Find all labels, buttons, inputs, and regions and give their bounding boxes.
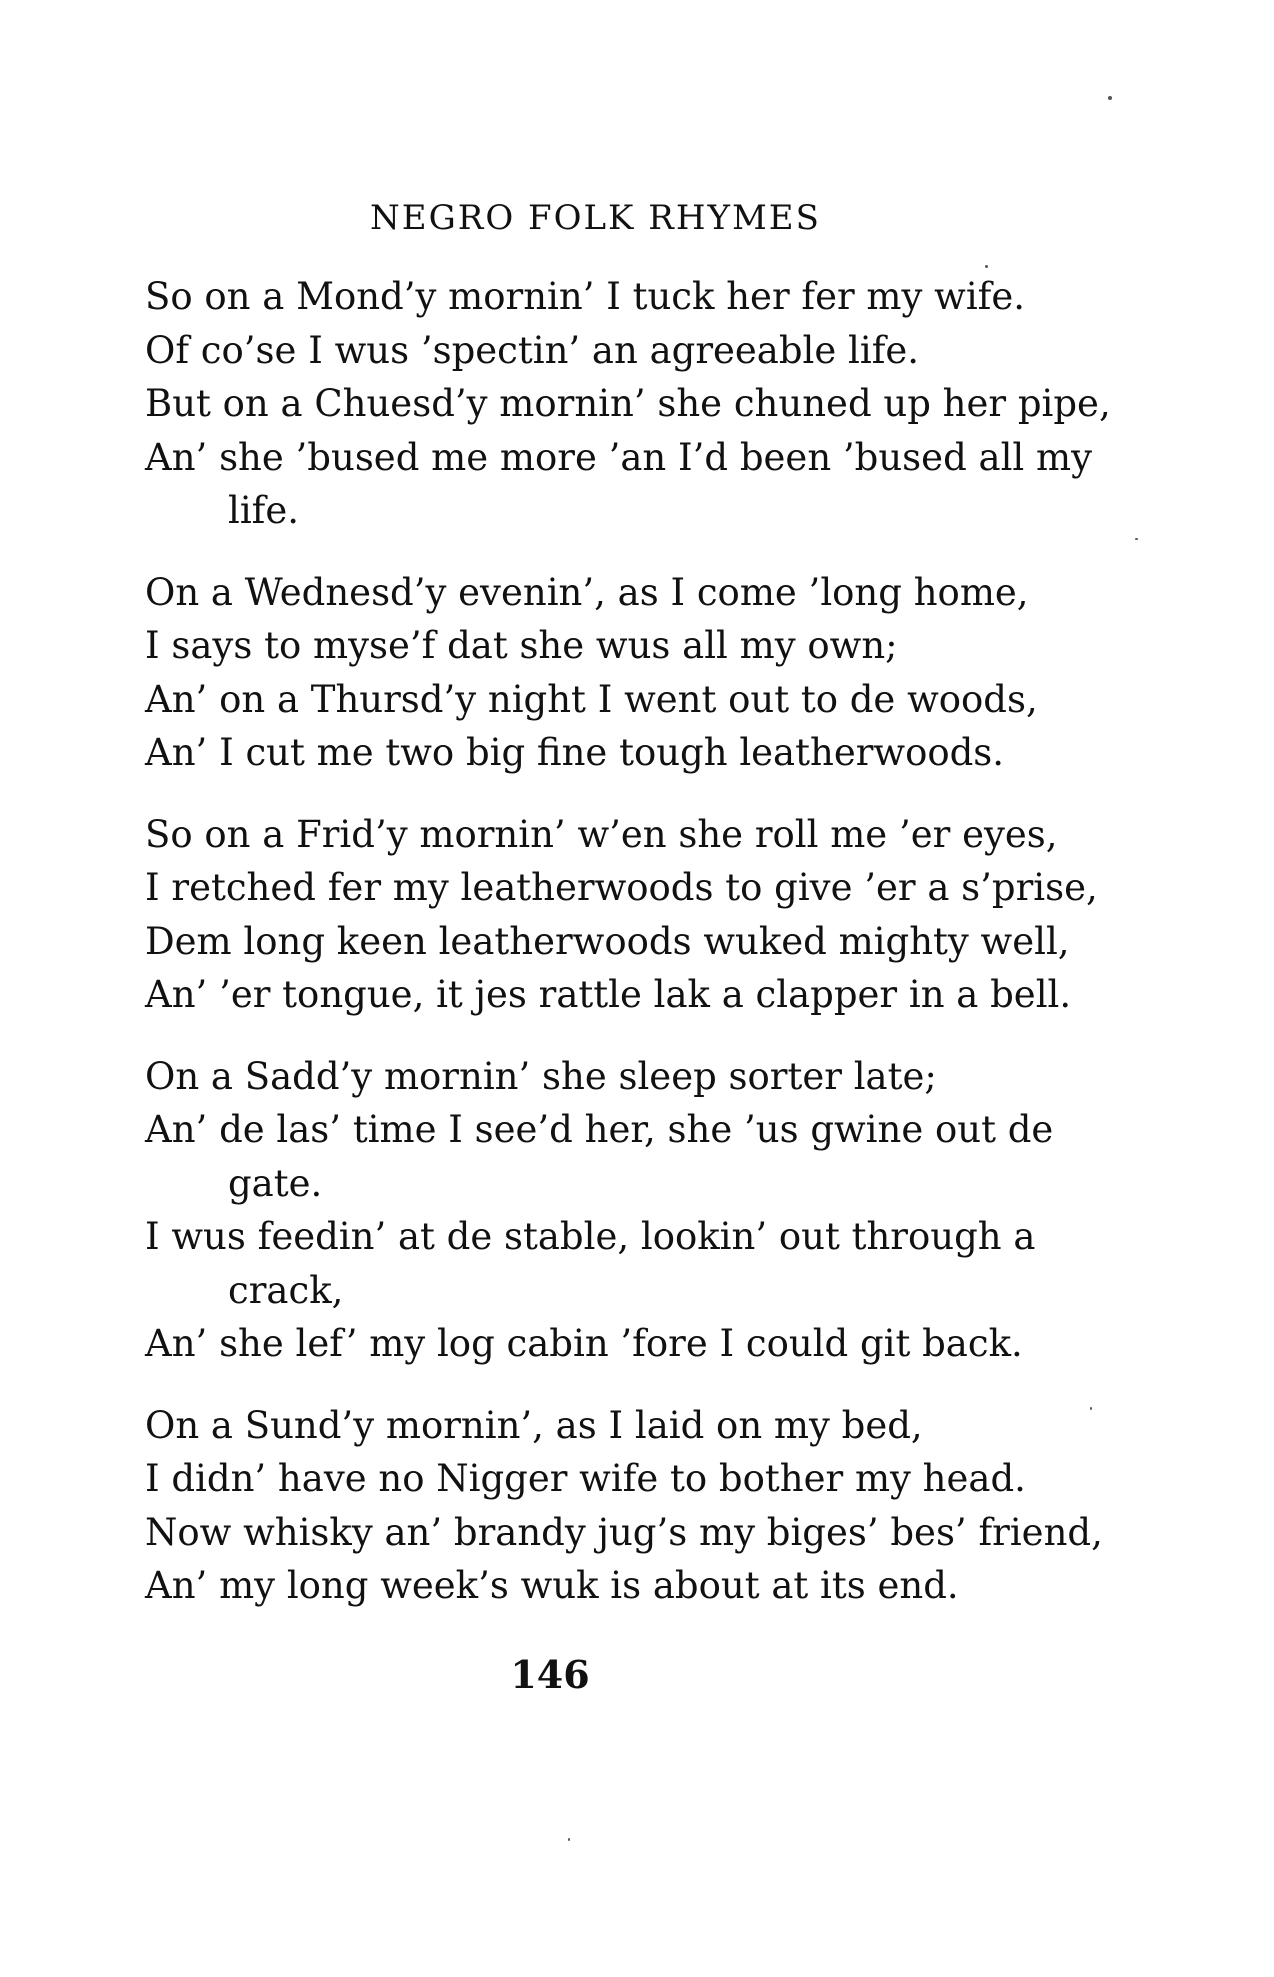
- scan-speck: [1090, 1407, 1092, 1410]
- verse-line: An’ my long week’s wuk is about at its end.: [145, 1564, 959, 1607]
- verse-line: So on a Mond’y mornin’ I tuck her fer my wife.: [145, 275, 1026, 318]
- stanza: [145, 808, 1098, 1022]
- scan-speck: [1135, 538, 1138, 540]
- verse-line: Of co’se I wus ’spectin’ an agreeable life.: [145, 328, 920, 372]
- verse-line: I says to myse’f dat she wus all my own;: [145, 624, 898, 667]
- verse-line: An’ on a Thursd’y night I went out to de woods,: [145, 677, 1038, 721]
- verse-line: So on a Frid’y mornin’ w’en she roll me ’er eyes,: [145, 812, 1058, 856]
- stanza: [145, 1050, 1054, 1371]
- page-number: 146: [510, 1652, 590, 1697]
- stanza: [145, 270, 1111, 538]
- verse-line: On a Wednesd’y evenin’, as I come ’long home,: [145, 570, 1029, 614]
- running-head: NEGRO FOLK RHYMES: [370, 198, 821, 238]
- verse-line: An’ ’er tongue, it jes rattle lak a clapper in a bell.: [145, 973, 1072, 1016]
- stanza: [145, 566, 1045, 780]
- scan-speck: [568, 1838, 570, 1841]
- verse-line: An’ de las’ time I see’d her, she ’us gwine out de: [145, 1108, 1054, 1151]
- verse-line: An’ she ’bused me more ’an I’d been ’bused all my: [145, 435, 1092, 479]
- stanza: [145, 1399, 1103, 1613]
- verse-line: But on a Chuesd’y mornin’ she chuned up her pipe,: [145, 382, 1111, 425]
- verse-line: Dem long keen leatherwoods wuked mighty well,: [145, 919, 1070, 963]
- verse-line: I didn’ have no Nigger wife to bother my head.: [145, 1457, 1026, 1500]
- scan-speck: [1108, 96, 1112, 100]
- verse-line-continuation: gate.: [228, 1161, 323, 1205]
- verse-line: I wus feedin’ at de stable, lookin’ out through a: [145, 1215, 1036, 1258]
- verse-line: I retched fer my leatherwoods to give ’er a s’prise,: [145, 866, 1098, 909]
- verse-line-continuation: life.: [228, 489, 300, 532]
- verse-line: An’ I cut me two big fine tough leatherwoods.: [145, 731, 1005, 774]
- scan-speck: [985, 265, 988, 268]
- poem: [145, 270, 1111, 1641]
- verse-line-continuation: crack,: [228, 1268, 344, 1312]
- verse-line: On a Sund’y mornin’, as I laid on my bed,: [145, 1403, 923, 1447]
- verse-line: Now whisky an’ brandy jug’s my biges’ bes’ friend,: [145, 1510, 1103, 1554]
- verse-line: On a Sadd’y mornin’ she sleep sorter late;: [145, 1054, 937, 1098]
- verse-line: An’ she lef’ my log cabin ’fore I could git back.: [145, 1322, 1023, 1365]
